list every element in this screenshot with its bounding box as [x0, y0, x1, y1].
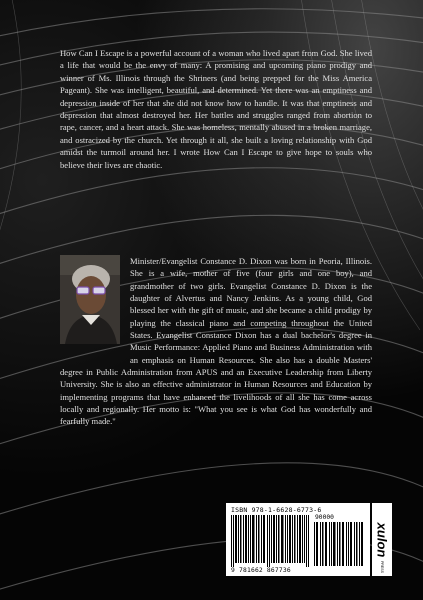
book-description: How Can I Escape is a powerful account of a woman who lived apart from God. She lived a life that would be the envy of many: A promising and upcoming piano prodigy and winner of Ms. Illinois through the Shriners (and being prepped for the Miss America Pageant). She was intelligent, beautiful, and determined. Yet there was an emptiness and depression inside of her that she did not know how to handle. It was that emptiness and depression that almost destroyed her. Her battles and struggles ranged from abortion to rape, cancer, and a heart attack. She was homeless, mentally abused in a broken marriage, and ostracized by the church. Yet through it all, she built a loving relationship with God amidst the turmoil around her. I wrote How Can I Escape to give hope to souls who believe their lives are chaotic.: [60, 48, 372, 170]
barcode-bars: [231, 515, 311, 567]
isbn-label: ISBN 978-1-6628-6773-6: [231, 506, 322, 514]
price-code-bars: [314, 522, 364, 566]
barcode-number: 9 781662 867736: [231, 567, 291, 574]
publisher-logo-wordmark: xulon: [374, 522, 390, 557]
publisher-logo: [372, 503, 392, 576]
isbn-barcode: [226, 503, 370, 576]
author-biography: Minister/Evangelist Constance D. Dixon was born in Peoria, Illinois. She is a wife, mother of five (four girls and one boy), and grandmother of two girls. Evangelist Constance D. Dixon is the daughter of Alvertus and Nancy Jenkins. As a young child, God blessed her with the gift of music, and she became a child prodigy by playing the classical piano and competing throughout the United States. Evangelist Constance Dixon has a dual bachelor's degree in Music Performance: Applied Piano and Business Administration with an emphasis on Human Resources. She also has a double Masters' degree in Public Administration from APUS and an Executive Leadership from Liberty University. She is also an effective administrator in Human Resources and Education by implementing programs that have enhanced the livelihoods of all she has come across locally and regionally. Her motto is: "What you see is what God has wonderfully and fearfully made.": [60, 256, 372, 427]
publisher-logo-tagline: PRESS: [380, 561, 384, 573]
price-code: 90000: [315, 514, 334, 521]
